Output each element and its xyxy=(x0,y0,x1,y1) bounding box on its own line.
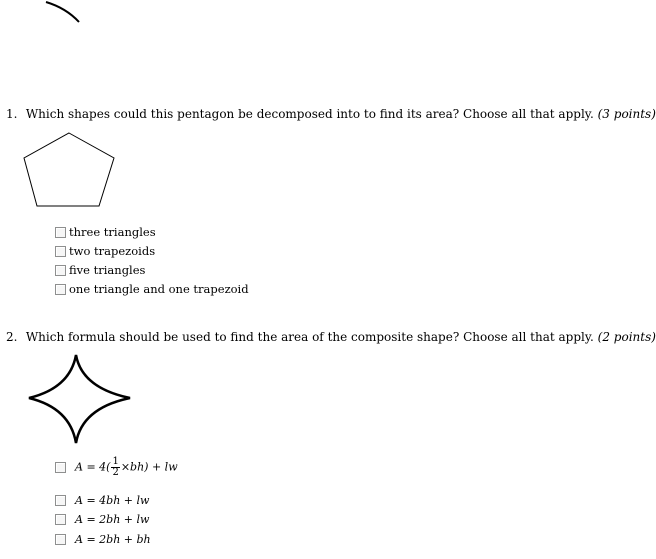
option-label: one triangle and one trapezoid xyxy=(69,282,249,296)
checkbox[interactable] xyxy=(55,227,66,238)
option-five-triangles[interactable] xyxy=(55,263,145,277)
formula-label: A = 4bh + lw xyxy=(75,493,150,507)
option-one-triangle-one-trapezoid[interactable] xyxy=(55,282,249,296)
formula-label: A = 4( $\frac{1}{2}$ ×bh) + lw xyxy=(75,455,178,478)
option-two-trapezoids[interactable] xyxy=(55,244,155,258)
question-text: Which shapes could this pentagon be decomposed into to find its area? Choose all that apply. xyxy=(25,107,594,121)
question-number: 1. xyxy=(6,107,18,121)
option-formula-c[interactable] xyxy=(55,512,149,526)
question-1 xyxy=(6,107,656,121)
question-2 xyxy=(6,330,656,344)
question-number: 2. xyxy=(6,330,18,344)
formula-label: A = 2bh + lw xyxy=(75,512,150,526)
fraction: $\frac{1}{2}$ xyxy=(112,455,119,478)
option-label: two trapezoids xyxy=(69,244,156,258)
option-three-triangles[interactable] xyxy=(55,225,156,239)
option-label: three triangles xyxy=(69,225,156,239)
option-label: five triangles xyxy=(69,263,146,277)
checkbox[interactable] xyxy=(55,495,66,506)
question-text: Which formula should be used to find the area of the composite shape? Choose all that apply. xyxy=(25,330,594,344)
checkbox[interactable] xyxy=(55,246,66,257)
checkbox[interactable] xyxy=(55,514,66,525)
option-formula-b[interactable] xyxy=(55,493,149,507)
checkbox[interactable] xyxy=(55,462,66,473)
formula-label: A = 2bh + bh xyxy=(75,532,151,546)
checkbox[interactable] xyxy=(55,265,66,276)
option-formula-a[interactable] xyxy=(55,454,178,480)
pentagon-figure xyxy=(22,130,118,210)
stray-mark xyxy=(44,0,84,26)
question-points: (2 points) xyxy=(597,330,656,344)
checkbox[interactable] xyxy=(55,534,66,545)
star-figure xyxy=(26,352,134,448)
option-formula-d[interactable] xyxy=(55,532,151,546)
checkbox[interactable] xyxy=(55,284,66,295)
question-points: (3 points) xyxy=(597,107,656,121)
